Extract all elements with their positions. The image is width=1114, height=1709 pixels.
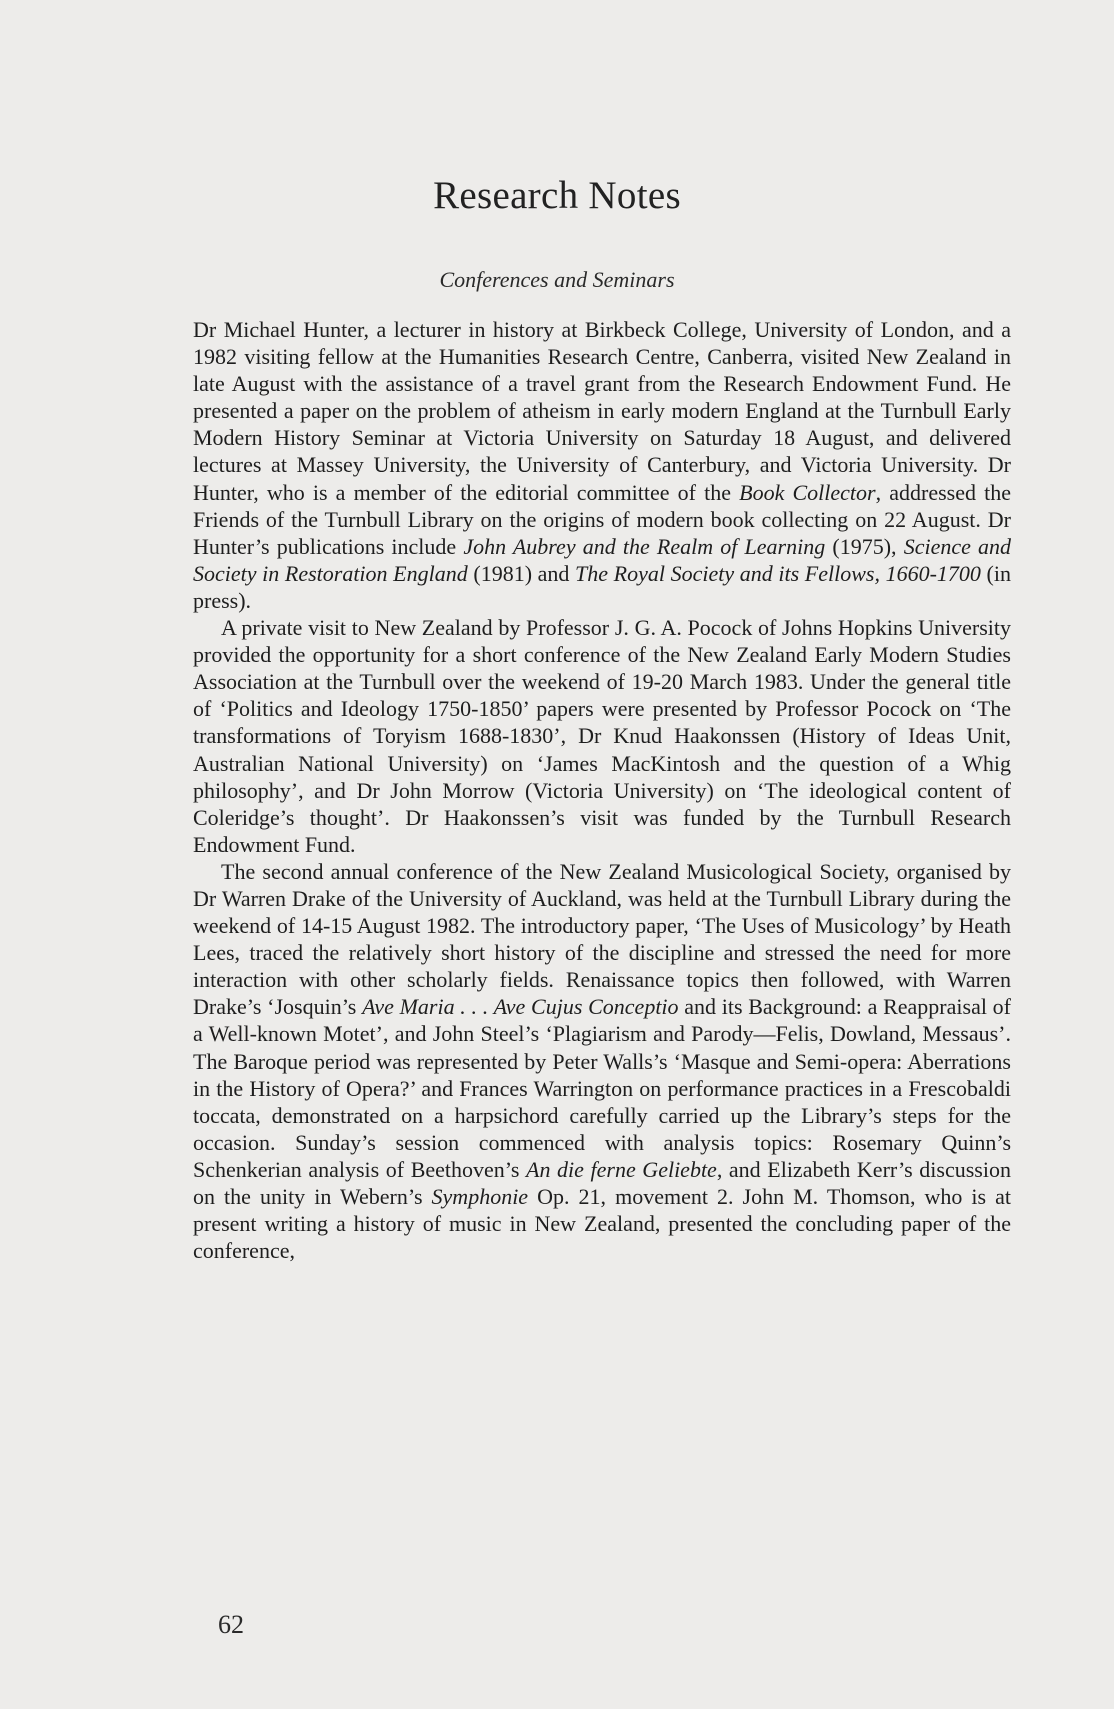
italic-title-text: The Royal Society and its Fellows, 1660-1700 <box>575 560 981 586</box>
body-text-run: (in press). <box>193 560 1011 613</box>
paragraph-pocock <box>193 614 1011 858</box>
page-title: Research Notes <box>433 174 681 217</box>
body-text-run: , addressed the Friends of the Turnbull Library on the origins of modern book collecting on 22 August. Dr Hunter’s publications include <box>193 479 1011 559</box>
italic-title-text: Book Collector <box>739 479 876 505</box>
article-body <box>193 316 1011 1264</box>
body-text-run: and its Background: a Reappraisal of a Well-known Motet’, and John Steel’s ‘Plagiarism and Parody—Felis, Dowland, Messaus’. The Baroque period was represented by Peter Walls’s ‘Masque and Semi-opera: Aberrations in the History of Opera?’ and Frances Warrington on performance practices in a Frescobaldi toccata, demonstrated on a harpsichord carefully carried up the Library’s steps for the occasion. Sunday’s session commenced with analysis topics: Rosemary Quinn’s Schenkerian analysis of Beethoven’s <box>193 994 1011 1182</box>
body-text-run: (1981) and <box>467 560 576 586</box>
body-text-run: A private visit to New Zealand by Professor J. G. A. Pocock of Johns Hopkins University provided the opportunity for a short conference of the New Zealand Early Modern Studies Association at the Turnbull over the weekend of 19-20 March 1983. Under the general title of ‘Politics and Ideology 1750-1850’ papers were presented by Professor Pocock on ‘The transformations of Toryism 1688-1830’, Dr Knud Haakonssen (History of Ideas Unit, Australian National University) on ‘James MacKintosh and the question of a Whig philosophy’, and Dr John Morrow (Victoria University) on ‘The ideological content of Coleridge’s thought’. Dr Haakonssen’s visit was funded by the Turnbull Research Endowment Fund. <box>193 615 1011 857</box>
body-text-run: Dr Michael Hunter, a lecturer in history at Birkbeck College, University of London, and a 1982 visiting fellow at the Humanities Research Centre, Canberra, visited New Zealand in late August with the assistance of a travel grant from the Research Endowment Fund. He presented a paper on the problem of atheism in early modern England at the Turnbull Early Modern History Seminar at Victoria University on Saturday 18 August, and delivered lectures at Massey University, the University of Canterbury, and Victoria University. Dr Hunter, who is a member of the editorial committee of the <box>193 317 1011 505</box>
body-text-run: (1975), <box>825 533 904 559</box>
section-subtitle: Conferences and Seminars <box>439 267 675 292</box>
page-number: 62 <box>218 1610 244 1639</box>
paragraph-hunter <box>193 316 1011 614</box>
italic-title-text: Science and Society in Restoration England <box>193 533 1012 586</box>
body-text-run: Op. 21, movement 2. John M. Thomson, who is at present writing a history of music in New Zealand, presented the concluding paper of the conference, <box>193 1184 1011 1264</box>
italic-title-text: John Aubrey and the Realm of Learning <box>463 533 826 559</box>
italic-title-text: Symphonie <box>431 1184 529 1209</box>
body-text-run: The second annual conference of the New Zealand Musicological Society, organised by Dr Warren Drake of the University of Auckland, was held at the Turnbull Library during the weekend of 14-15 August 1982. The introductory paper, ‘The Uses of Musicology’ by Heath Lees, traced the relatively short history of the discipline and stressed the need for more interaction with other scholarly fields. Renaissance topics then followed, with Warren Drake’s ‘Josquin’s <box>193 858 1011 1020</box>
body-text-run: , and Elizabeth Kerr’s discussion on the unity in Webern’s <box>193 1156 1011 1209</box>
paragraph-musicology <box>193 858 1011 1264</box>
italic-title-text: Ave Maria . . . Ave Cujus Conceptio <box>362 994 679 1020</box>
italic-title-text: An die ferne Geliebte <box>526 1156 717 1182</box>
